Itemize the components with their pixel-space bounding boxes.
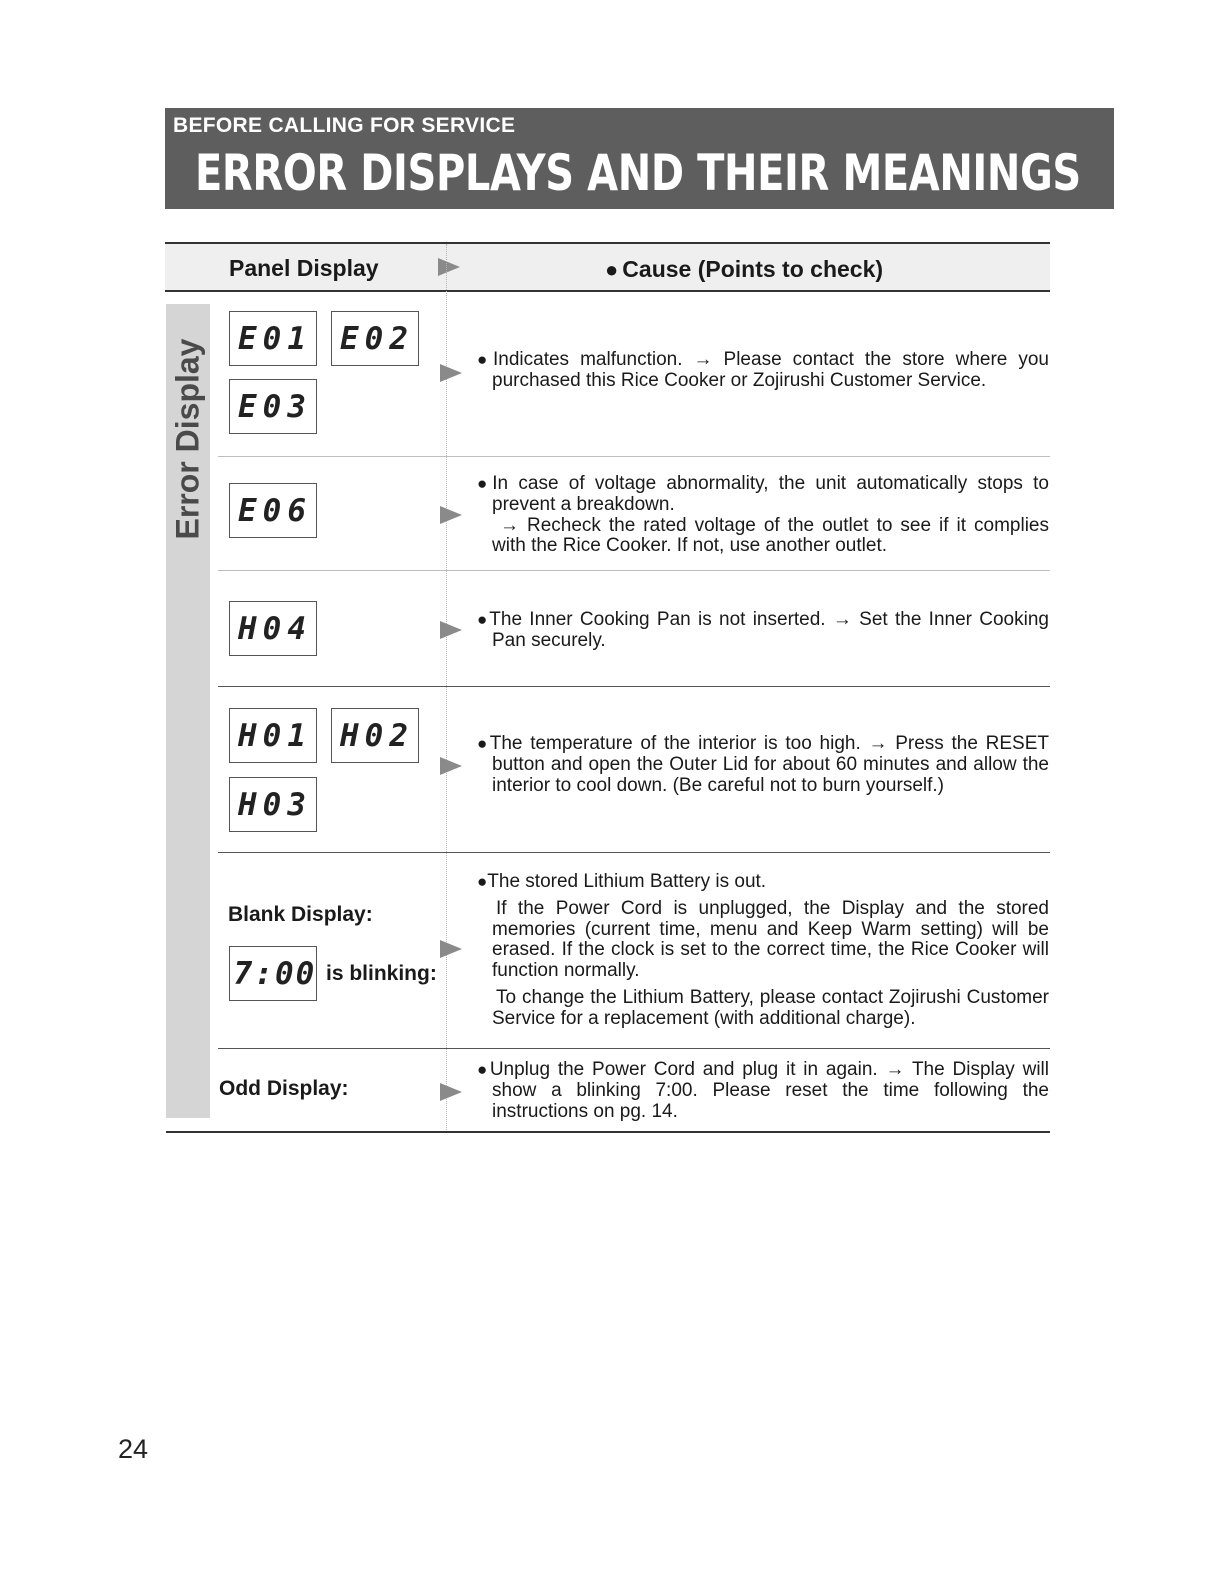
row-arrow-icon — [440, 1083, 462, 1101]
cause-text: ●The temperature of the interior is too high. → Press the RESET button and open the Outer Lid for about 60 minutes and allow the interior to cool down. (Be careful not to burn yourself.) — [477, 733, 1049, 796]
table-bottom-rule — [166, 1131, 1050, 1133]
lcd-code: E02 — [331, 311, 419, 366]
bullet-icon: ● — [477, 734, 490, 753]
lcd-code: H04 — [229, 601, 317, 656]
bullet-icon: ● — [477, 872, 488, 891]
lcd-code: E06 — [229, 483, 317, 538]
row-divider — [218, 686, 1050, 687]
row-arrow-icon — [440, 364, 462, 382]
odd-display-label: Odd Display: — [219, 1077, 349, 1100]
table-header — [165, 242, 1050, 292]
lcd-code: 7:00 — [229, 946, 317, 1001]
row-divider — [218, 852, 1050, 853]
cause-heading-text: Cause (Points to check) — [622, 256, 884, 282]
row-arrow-icon — [440, 757, 462, 775]
header-arrow-icon — [438, 258, 460, 276]
bullet-icon: ● — [477, 350, 494, 369]
bullet-icon: ● — [477, 1060, 490, 1079]
lcd-code: H01 — [229, 708, 317, 763]
lcd-code: H02 — [331, 708, 419, 763]
page-number: 24 — [118, 1434, 149, 1464]
section-eyebrow: BEFORE CALLING FOR SERVICE — [173, 114, 516, 137]
page-title: ERROR DISPLAYS AND THEIR MEANINGS — [195, 144, 1081, 202]
row-divider — [218, 1048, 1050, 1049]
blinking-label: is blinking: — [326, 962, 437, 985]
sidebar-label: Error Display — [169, 338, 206, 540]
row-divider — [218, 456, 1050, 457]
bullet-icon: ● — [477, 610, 490, 629]
cause-text: ●Unplug the Power Cord and plug it in again. → The Display will show a blinking 7:00. Please reset the time following the instructions on pg. 14. — [477, 1059, 1049, 1122]
lcd-code: E03 — [229, 379, 317, 434]
cause-heading — [605, 256, 883, 283]
lcd-code: H03 — [229, 777, 317, 832]
section-banner — [165, 108, 1114, 209]
error-display-sidebar — [166, 304, 210, 1118]
panel-display-heading: Panel Display — [229, 255, 379, 281]
bullet-icon: ● — [477, 474, 493, 493]
row-arrow-icon — [440, 621, 462, 639]
cause-text: ●The stored Lithium Battery is out. If the Power Cord is unplugged, the Display and the stored memories (current time, menu and Keep Warm setting) will be erased. If the clock is set to the correct time, the Rice Cooker will function normally. To change the Lithium Battery, please contact Zojirushi Customer Service for a replacement (with additional charge). — [477, 871, 1049, 1029]
cause-text: ●The Inner Cooking Pan is not inserted. → Set the Inner Cooking Pan securely. — [477, 609, 1049, 651]
lcd-code: E01 — [229, 311, 317, 366]
cause-text: ●Indicates malfunction. → Please contact the store where you purchased this Rice Cooker or Zojirushi Customer Service. — [477, 349, 1049, 391]
blank-display-label: Blank Display: — [228, 903, 373, 926]
row-arrow-icon — [440, 506, 462, 524]
row-arrow-icon — [440, 940, 462, 958]
cause-text: ●In case of voltage abnormality, the unit automatically stops to prevent a breakdown. → Recheck the rated voltage of the outlet to see if it complies with the Rice Cooker. If not, use another outlet. — [477, 473, 1049, 557]
row-divider — [218, 570, 1050, 571]
bullet-icon: ● — [605, 257, 619, 282]
